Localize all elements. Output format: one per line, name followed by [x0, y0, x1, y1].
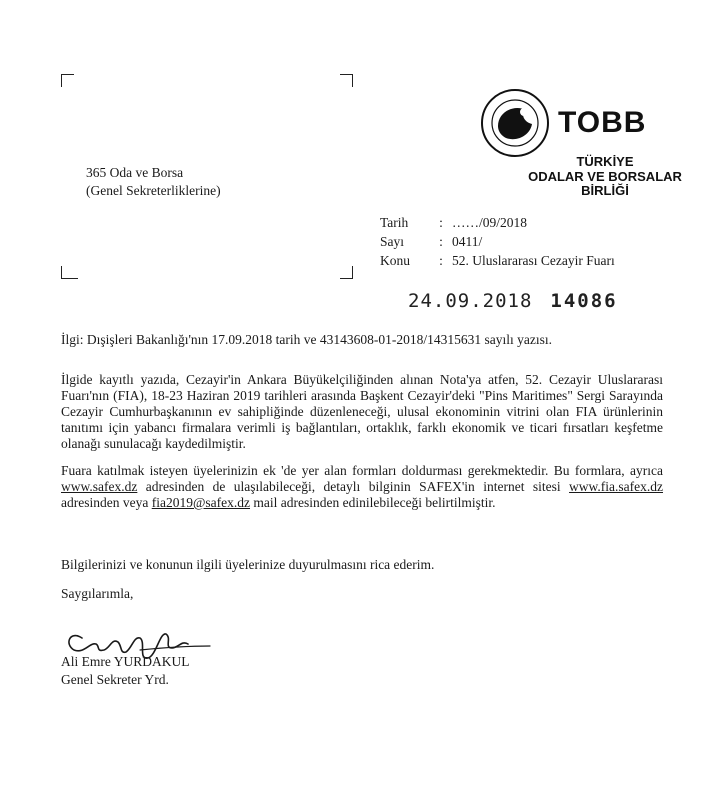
paragraph-2: [61, 463, 663, 511]
fia-email-link[interactable]: fia2019@safex.dz: [151, 495, 250, 510]
paragraph-2-text-b: adresinden de ulaşılabileceği, detaylı bilginin SAFEX'in internet sitesi: [137, 479, 570, 494]
signatory-name: Ali Emre YURDAKUL: [61, 654, 190, 669]
stamp-number: 14086: [550, 290, 618, 312]
safex-website-link[interactable]: www.safex.dz: [61, 479, 138, 494]
address-corner-bottom-right: [340, 266, 353, 279]
paragraph-2-text-a: Fuara katılmak isteyen üyelerinizin ek 'de yer alan formları doldurması gerekmektedir. Bu formlara, ayrıca: [61, 463, 663, 478]
meta-row-subject: [380, 251, 615, 270]
closing-line: Saygılarımla,: [61, 586, 134, 601]
paragraph-2-text-d: mail adresinden edinilebileceği belirtilmiştir.: [250, 495, 496, 510]
date-colon: :: [439, 215, 443, 230]
org-line-3: BİRLİĞİ: [581, 183, 629, 198]
address-corner-top-right: [340, 74, 353, 87]
subject-value: 52. Uluslararası Cezayir Fuarı: [452, 253, 615, 268]
signature-block: [61, 653, 189, 689]
stamp-date: 24.09.2018: [408, 290, 533, 312]
recipient-line-2: (Genel Sekreterliklerine): [86, 183, 221, 198]
number-label: Sayı: [380, 234, 405, 249]
org-line-2: ODALAR VE BORSALAR: [528, 168, 682, 184]
recipient-line-1: 365 Oda ve Borsa: [86, 165, 184, 180]
date-label: Tarih: [380, 215, 409, 230]
reference-line: İlgi: Dışişleri Bakanlığı'nın 17.09.2018 tarih ve 43143608-01-2018/14315631 sayılı yazısı.: [61, 332, 553, 347]
number-colon: :: [439, 234, 443, 249]
fia-website-link[interactable]: www.fia.safex.dz: [569, 479, 663, 494]
meta-row-number: [380, 232, 615, 251]
subject-label: Konu: [380, 253, 410, 268]
brand-wordmark: TOBB: [558, 106, 647, 139]
date-value: ……/09/2018: [452, 215, 528, 230]
signatory-title: Genel Sekreter Yrd.: [61, 672, 169, 687]
organization-name: [520, 155, 690, 199]
address-corner-top-left: [61, 74, 74, 87]
paragraph-2-text-c: adresinden veya: [61, 495, 152, 510]
registry-stamp: [408, 290, 618, 312]
paragraph-3: Bilgilerinizi ve konunun ilgili üyelerinize duyurulmasını rica ederim.: [61, 557, 435, 572]
recipient-block: [86, 164, 221, 200]
meta-row-date: [380, 213, 615, 232]
org-line-1: TÜRKİYE: [576, 154, 634, 169]
tobb-logo-icon: [480, 88, 550, 158]
number-value: 0411/: [452, 234, 483, 249]
letter-meta: [380, 213, 615, 270]
subject-colon: :: [439, 253, 443, 268]
paragraph-1: İlgide kayıtlı yazıda, Cezayir'in Ankara Büyükelçiliğinden alınan Nota'ya atfen, 52. Cezayir Uluslararası Fuarı'nın (FIA), 18-23 Haziran 2019 tarihleri arasında Başkent Cezayir'deki "Pins Maritimes" Sergi Sarayında Cezayir Cumhurbaşkanının ev sahipliğinde düzenleneceği, ulusal ekonominin vitrini olan FIA ürünlerinin tanıtımı için yabancı firmalara verimli iş bağlantıları, ortaklık, farklı ekonomik ve ticari fırsatları keşfetme olanağı sunulacağı kaydedilmiştir.: [61, 372, 663, 451]
address-corner-bottom-left: [61, 266, 78, 279]
